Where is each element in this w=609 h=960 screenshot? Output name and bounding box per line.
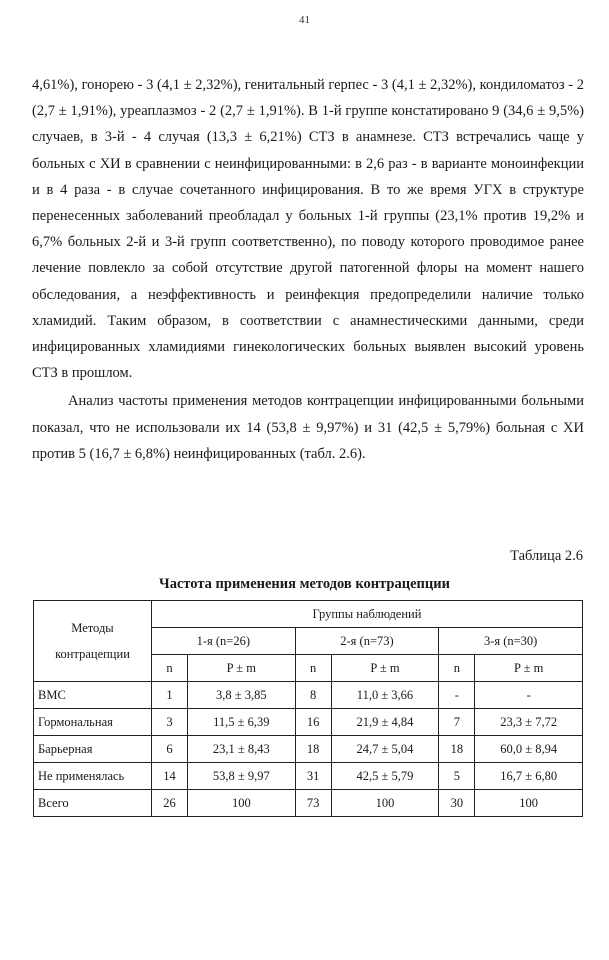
page-number: 41 xyxy=(299,14,310,26)
table-cell: 7 xyxy=(439,709,475,736)
table-cell: 18 xyxy=(295,736,331,763)
table-cell: 100 xyxy=(475,790,583,817)
sub-pm-header: P ± m xyxy=(331,655,439,682)
table-cell: - xyxy=(475,682,583,709)
table-cell: 1 xyxy=(152,682,188,709)
table-cell: 23,1 ± 8,43 xyxy=(188,736,296,763)
row-label: Не применялась xyxy=(34,763,152,790)
table-cell: 24,7 ± 5,04 xyxy=(331,736,439,763)
sub-pm-header: P ± m xyxy=(188,655,296,682)
table-cell: 53,8 ± 9,97 xyxy=(188,763,296,790)
table-row xyxy=(34,790,583,817)
table-cell: 21,9 ± 4,84 xyxy=(331,709,439,736)
methods-header-line-1: Методы xyxy=(71,621,114,635)
table-body xyxy=(34,682,583,817)
table-cell: 8 xyxy=(295,682,331,709)
table-cell: 73 xyxy=(295,790,331,817)
table-cell: 26 xyxy=(152,790,188,817)
table-cell: 3,8 ± 3,85 xyxy=(188,682,296,709)
group-1-header: 1-я (n=26) xyxy=(152,628,296,655)
table-cell: 16 xyxy=(295,709,331,736)
table-cell: 23,3 ± 7,72 xyxy=(475,709,583,736)
table-row xyxy=(34,709,583,736)
table-cell: 3 xyxy=(152,709,188,736)
table-cell: 100 xyxy=(188,790,296,817)
table-cell: 6 xyxy=(152,736,188,763)
table-row xyxy=(34,682,583,709)
methods-header-line-2: контрацепции xyxy=(55,647,130,661)
table-title: Частота применения методов контрацепции xyxy=(159,576,450,592)
group-3-header: 3-я (n=30) xyxy=(439,628,583,655)
row-label: Гормональная xyxy=(34,709,152,736)
row-label: Всего xyxy=(34,790,152,817)
group-2-header: 2-я (n=73) xyxy=(295,628,439,655)
table-cell: 60,0 ± 8,94 xyxy=(475,736,583,763)
table-cell: 31 xyxy=(295,763,331,790)
table-cell: 30 xyxy=(439,790,475,817)
table-cell: 11,5 ± 6,39 xyxy=(188,709,296,736)
table-cell: 16,7 ± 6,80 xyxy=(475,763,583,790)
table-header-row xyxy=(34,601,583,628)
methods-header xyxy=(34,601,152,682)
table-cell: - xyxy=(439,682,475,709)
table-cell: 42,5 ± 5,79 xyxy=(331,763,439,790)
table-cell: 18 xyxy=(439,736,475,763)
sub-n-header: n xyxy=(295,655,331,682)
table-row xyxy=(34,763,583,790)
contraception-table xyxy=(33,600,583,817)
groups-header: Группы наблюдений xyxy=(152,601,583,628)
row-label: ВМС xyxy=(34,682,152,709)
paragraph-2: Анализ частоты применения методов контрацепции инфицированными больными показал, что не использовали их 14 (53,8 ± 9,97%) и 31 (42,5 ± 5,79%) больная с ХИ против 5 (16,7 ± 6,8%) неинфицированных (табл. 2.6). xyxy=(32,393,584,462)
table-cell: 100 xyxy=(331,790,439,817)
table-cell: 11,0 ± 3,66 xyxy=(331,682,439,709)
body-text xyxy=(32,72,584,467)
table-label: Таблица 2.6 xyxy=(510,548,583,564)
paragraph-1: 4,61%), гонорею - 3 (4,1 ± 2,32%), генитальный герпес - 3 (4,1 ± 2,32%), кондиломатоз - 2 (2,7 ± 1,91%), уреаплазмоз - 2 (2,7 ± 1,91%). В 1-й группе констатировано 9 (34,6 ± 9,5%) случаев, в 3-й - 4 случая (13,3 ± 6,21%) СТЗ в анамнезе. СТЗ встречались чаще у больных с ХИ в сравнении с неинфицированными: в 2,6 раз - в варианте моноинфекции и в 4 раза - в случае сочетанного инфицирования. В то же время УГХ в структуре перенесенных заболеваний преобладал у больных 1-й группы (23,1% против 19,2% и 6,7% больных 2-й и 3-й групп соответственно), по поводу которого проводимое ранее лечение повлекло за собой отсутствие другой патогенной флоры на момент нашего обследования, а неэффективность и реинфекция предопределили наличие только хламидий. Таким образом, в соответствии с анамнестическими данными, среди инфицированных хламидиями гинекологических больных выявлен высокий уровень СТЗ в прошлом. xyxy=(32,77,584,382)
table-row xyxy=(34,736,583,763)
sub-pm-header: P ± m xyxy=(475,655,583,682)
table-cell: 5 xyxy=(439,763,475,790)
sub-n-header: n xyxy=(439,655,475,682)
table-cell: 14 xyxy=(152,763,188,790)
row-label: Барьерная xyxy=(34,736,152,763)
sub-n-header: n xyxy=(152,655,188,682)
